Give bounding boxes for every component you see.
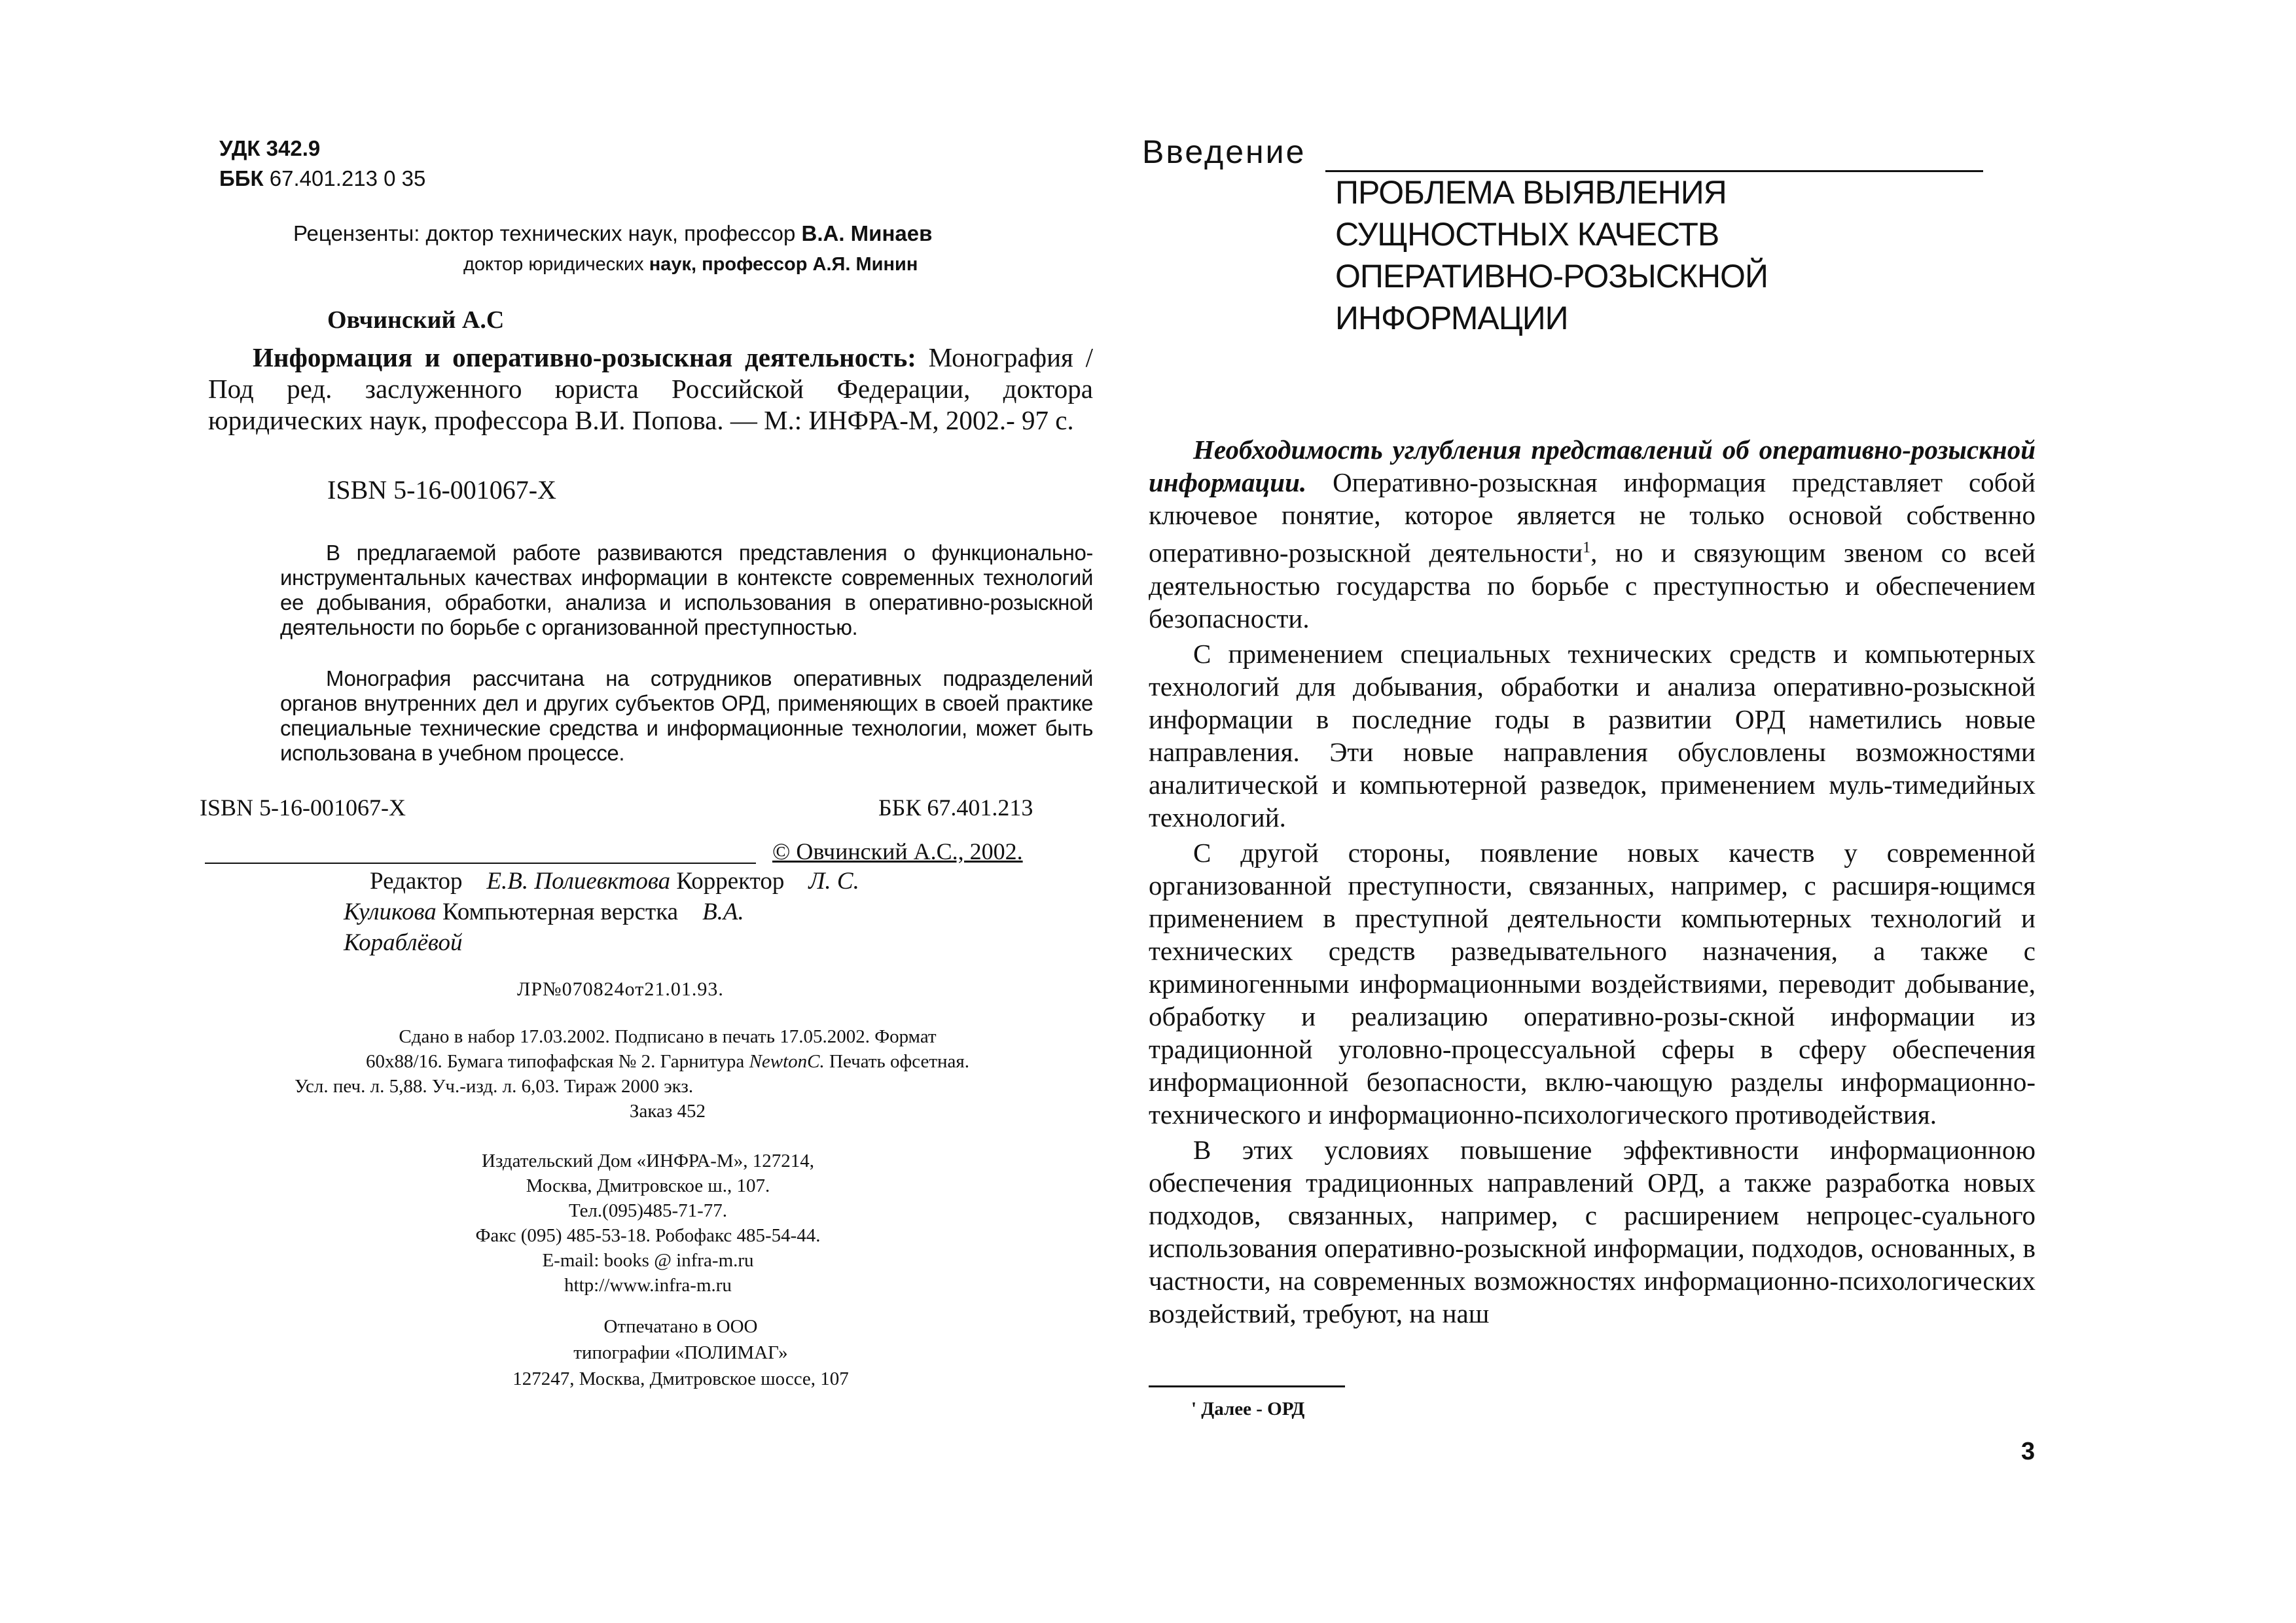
book-title: Информация и оперативно-розыскная деятельность: [253,342,916,372]
main-text [1149,433,2036,1330]
print-info-line-2: 60х88/16. Бумага типофафская № 2. Гарнитура NewtonC. Печать офсетная. [365,1051,970,1072]
bbk-label: ББК [219,166,264,190]
publisher-line-1: Издательский Дом «ИНФРА-М», 127214, [482,1150,814,1171]
publisher-line-2: Москва, Дмитровское ш., 107. [526,1175,770,1196]
paragraph-1: Необходимость углубления представлений об оперативно-розыскной информации. Оперативно-розыскная информация представляет собой ключевое понятие, которое является не только основой собственно оперативно-розыскной деятельности$^1$, но и связующим звеном со всей деятельностью государства по борьбе с преступностью и обеспечением безопасности. [1149,435,2036,633]
bbk-code [219,166,425,191]
reviewer-2-prefix: доктор юридических [463,254,644,275]
publisher-website: http://www.infra-m.ru [564,1275,732,1296]
editor-label: Редактор [370,868,463,895]
reviewer-1: В.А. Минаев [801,221,933,245]
print-info-line-4: Заказ 452 [629,1101,706,1122]
paragraph-2: С применением специальных технических средств и компьютерных технологий для добывания, обработки и анализа оперативно-розыскной информации в последние годы в развитии ОРД наметились новые направления. Эти новые направления обусловлены возможностями аналитической и компьютерной разведок, применением муль-тимедийных технологий. [1149,638,2036,832]
footer-bbk: ББК 67.401.213 [878,794,1033,821]
editor-name: Е.В. Полиевктова [486,868,671,895]
bibliographic-description [208,342,1093,436]
paragraph-1-lead: Необходимость углубления представлений об оперативно-розыскной информации. [1149,435,2036,497]
layout-name: В.А. Кораблёвой [344,899,744,956]
publisher-line-3: Тел.(095)485-71-77. [568,1200,728,1221]
layout-label: Компьютерная верстка [442,899,679,925]
udk-code: УДК 342.9 [219,136,321,160]
publisher-email: E-mail: books @ infra-m.ru [542,1250,754,1271]
footnote-rule [1149,1385,1345,1387]
publisher-line-4: Факс (095) 485-53-18. Робофакс 485-54-44. [475,1225,821,1246]
paragraph-4: В этих условиях повышение эффективности информационною обеспечения традиционных направлений ОРД, а также разработка новых подходов, связанных, например, с расширением непроцес-суального использования оперативно-розыскной информации, подходов, основанных, в частности, на современных возможностях информационно-психологических воздействий, требуют, на наш [1149,1134,2036,1329]
annotation-paragraph-2: Монография рассчитана на сотрудников оперативных подразделений органов внутренних дел и других субъектов ОРД, применяющих в своей практике специальные технические средства и информационные технологии, может быть использована в учебном процессе. [280,666,1093,765]
chapter-title: ПРОБЛЕМА ВЫЯВЛЕНИЯ СУЩНОСТНЫХ КАЧЕСТВ ОПЕРАТИВНО-РОЗЫСКНОЙ ИНФОРМАЦИИ [1335,174,1768,336]
copyright-rule [205,863,756,864]
publisher-info [367,1149,929,1298]
page-number: 3 [2021,1438,2036,1465]
license-number: ЛР№070824от21.01.93. [517,978,724,1000]
printer-line-3: 127247, Москва, Дмитровское шоссе, 107 [512,1368,849,1389]
corrector-label: Корректор [676,868,785,895]
reviewers-prefix: Рецензенты: доктор технических наук, профессор [293,221,796,245]
book-description: Монография / Под ред. заслуженного юриста Российской Федерации, доктора юридических наук, профессора В.И. Попова. — М.: ИНФРА-М, 2002.- 97 с. [208,342,1094,435]
editorial-staff [344,866,867,958]
section-title: Введение [1142,134,1306,170]
reviewer-2: наук, профессор А.Я. Минин [649,254,918,275]
print-info-line-1: Сдано в набор 17.03.2002. Подписано в печать 17.05.2002. Формат [399,1026,937,1047]
footnote: ' Далее - ОРД [1191,1399,1305,1419]
printer-info [393,1313,969,1392]
bbk-value: 67.401.213 0 35 [269,166,426,190]
reviewers-line-2 [463,254,918,276]
copyright: © Овчинский А.С., 2002. [772,838,1023,865]
isbn-top: ISBN 5-16-001067-X [327,475,556,505]
reviewers-line-1 [293,221,932,246]
printer-line-1: Отпечатано в ООО [603,1316,758,1337]
author-name: Овчинский А.С [327,306,505,334]
corrector-name: Л. С. Куликова [344,868,859,925]
paragraph-3: С другой стороны, появление новых качеств у современной организованной преступности, связанных, например, с расширя-ющимся применением в преступной деятельности компьютерных технологий и технических средств разведывательного назначения, а также с криминогенными информационными воздействиями, переводит добывание, обработку и реализацию оперативно-розы-скной информации из традиционной уголовно-процессуальной сферы в сферу обеспечения информационной безопасности, вклю-чающую разделы информационно-технического и информационно-психологического противодействия. [1149,837,2036,1130]
printer-line-2: типографии «ПОЛИМАГ» [573,1342,788,1363]
print-info [281,1024,1054,1124]
print-info-line-3: Усл. печ. л. 5,88. Уч.-изд. л. 6,03. Тираж 2000 экз. [295,1076,694,1097]
footer-isbn: ISBN 5-16-001067-X [200,794,406,821]
footnote-ref: 1 [1583,539,1591,556]
annotation-paragraph-1: В предлагаемой работе развиваются представления о функционально-инструментальных качествах информации в контексте современных технологий ее добывания, обработки, анализа и использования в оперативно-розыскной деятельности по борьбе с организованной преступностью. [280,541,1093,639]
